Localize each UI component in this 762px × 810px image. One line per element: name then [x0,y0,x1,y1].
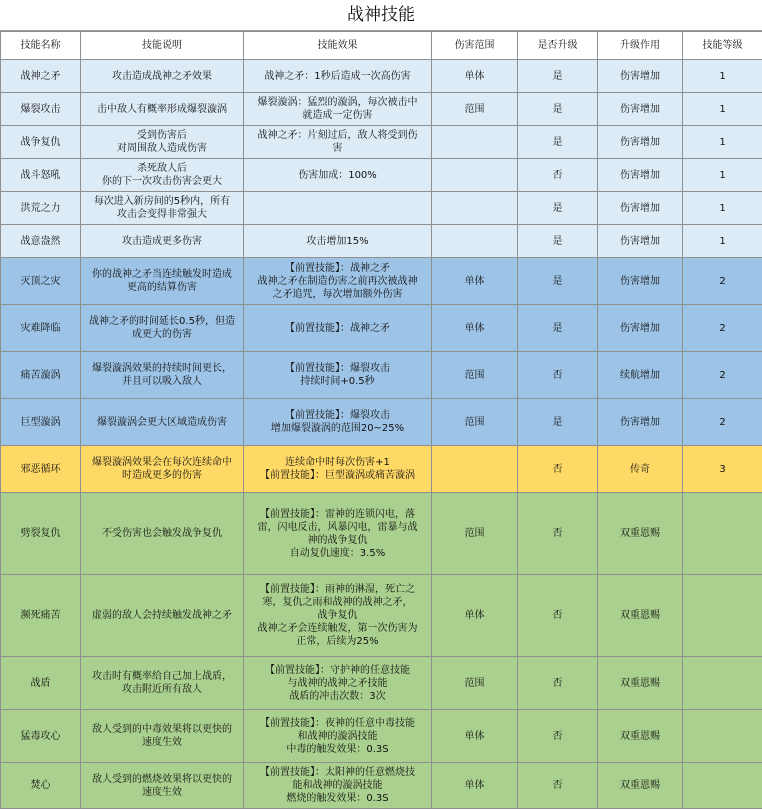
skill-name-cell: 灾难降临 [1,305,81,352]
skill-table [0,31,762,809]
damage-range-cell: 单体 [432,305,518,352]
skill-level-cell: 1 [683,93,762,126]
skill-level-cell: 2 [683,399,762,446]
skill-desc-cell: 爆裂漩涡效果的持续时间更长， 并且可以吸入敌人 [81,352,244,399]
skill-effect-cell: 【前置技能】：雷神的连锁闪电，落 雷，闪电反击，风暴闪电，雷暴与战 神的战争复仇 自动复仇速度：3.5% [244,493,432,575]
skill-effect-cell: 连续命中时每次伤害+1 【前置技能】：巨型漩涡或痛苦漩涡 [244,446,432,493]
skill-effect-cell: 【前置技能】：战神之矛 战神之矛在制造伤害之前再次被战神 之矛追咒，每次增加额外伤害 [244,258,432,305]
damage-range-cell [432,446,518,493]
upgrade-effect-cell: 续航增加 [598,352,683,399]
skill-effect-cell: 【前置技能】：雨神的淋湿，死亡之 寒，复仇之雨和战神的战神之矛， 战争复仇 战神之矛会连续触发，第一次伤害为 正常，后续为25% [244,575,432,657]
damage-range-cell [432,192,518,225]
damage-range-cell: 单体 [432,710,518,763]
table-row [1,399,762,446]
table-row [1,192,762,225]
skill-desc-cell: 每次进入新房间的5秒内，所有 攻击会变得非常强大 [81,192,244,225]
upgradable-cell: 是 [518,192,598,225]
upgrade-effect-cell: 伤害增加 [598,192,683,225]
table-row [1,575,762,657]
skill-effect-cell: 【前置技能】：守护神的任意技能 与战神的战神之矛技能 战盾的冲击次数：3次 [244,657,432,710]
skill-level-cell [683,763,762,809]
damage-range-cell [432,159,518,192]
header-skill-desc: 技能说明 [81,32,244,60]
skill-name-cell: 巨型漩涡 [1,399,81,446]
skill-level-cell [683,493,762,575]
damage-range-cell: 范围 [432,399,518,446]
upgrade-effect-cell: 伤害增加 [598,126,683,159]
skill-desc-cell: 爆裂漩涡会更大区域造成伤害 [81,399,244,446]
damage-range-cell: 单体 [432,60,518,93]
table-body [1,60,762,809]
skill-level-cell: 2 [683,258,762,305]
upgrade-effect-cell: 伤害增加 [598,60,683,93]
header-damage-range: 伤害范围 [432,32,518,60]
header-skill-level: 技能等级 [683,32,762,60]
skill-name-cell: 战争复仇 [1,126,81,159]
skill-effect-cell [244,192,432,225]
skill-desc-cell: 敌人受到的中毒效果将以更快的 速度生效 [81,710,244,763]
skill-desc-cell: 攻击造成更多伤害 [81,225,244,258]
table-row [1,93,762,126]
skill-effect-cell: 【前置技能】：爆裂攻击 持续时间+0.5秒 [244,352,432,399]
upgradable-cell: 否 [518,446,598,493]
upgradable-cell: 否 [518,159,598,192]
skill-desc-cell: 不受伤害也会触发战争复仇 [81,493,244,575]
skill-effect-cell: 【前置技能】：夜神的任意中毒技能 和战神的漩涡技能 中毒的触发效果：0.3S [244,710,432,763]
table-row [1,657,762,710]
skill-level-cell: 1 [683,192,762,225]
damage-range-cell: 单体 [432,258,518,305]
skill-name-cell: 洪荒之力 [1,192,81,225]
damage-range-cell [432,225,518,258]
upgradable-cell: 是 [518,60,598,93]
damage-range-cell: 单体 [432,763,518,809]
skill-name-cell: 劈裂复仇 [1,493,81,575]
skill-effect-cell: 攻击增加15% [244,225,432,258]
skill-name-cell: 战神之矛 [1,60,81,93]
skill-desc-cell: 杀死敌人后 你的下一次攻击伤害会更大 [81,159,244,192]
skill-level-cell [683,657,762,710]
skill-level-cell: 1 [683,60,762,93]
skill-desc-cell: 攻击时有概率给自己加上战盾， 攻击附近所有敌人 [81,657,244,710]
skill-effect-cell: 战神之矛：1秒后造成一次高伤害 [244,60,432,93]
skill-name-cell: 痛苦漩涡 [1,352,81,399]
skill-name-cell: 战盾 [1,657,81,710]
skill-desc-cell: 敌人受到的燃烧效果将以更快的 速度生效 [81,763,244,809]
table-row [1,710,762,763]
damage-range-cell: 范围 [432,657,518,710]
upgradable-cell: 否 [518,575,598,657]
skill-effect-cell: 【前置技能】：战神之矛 [244,305,432,352]
upgradable-cell: 是 [518,225,598,258]
skill-name-cell: 猛毒攻心 [1,710,81,763]
skill-level-cell: 1 [683,126,762,159]
skill-name-cell: 邪恶循环 [1,446,81,493]
header-upgradable: 是否升级 [518,32,598,60]
table-row [1,763,762,809]
table-row [1,225,762,258]
header-row [1,32,762,60]
upgrade-effect-cell: 伤害增加 [598,159,683,192]
upgradable-cell: 否 [518,710,598,763]
damage-range-cell: 范围 [432,93,518,126]
damage-range-cell: 范围 [432,493,518,575]
skill-effect-cell: 战神之矛：片刻过后，敌人将受到伤 害 [244,126,432,159]
upgradable-cell: 否 [518,493,598,575]
damage-range-cell: 范围 [432,352,518,399]
damage-range-cell: 单体 [432,575,518,657]
skill-effect-cell: 爆裂漩涡：猛烈的漩涡，每次被击中 就造成一定伤害 [244,93,432,126]
sheet-title: 战神技能 [0,0,762,31]
upgrade-effect-cell: 双重恩赐 [598,493,683,575]
skill-name-cell: 爆裂攻击 [1,93,81,126]
skill-name-cell: 战斗怒吼 [1,159,81,192]
upgrade-effect-cell: 伤害增加 [598,225,683,258]
header-skill-name: 技能名称 [1,32,81,60]
skill-name-cell: 战意盎然 [1,225,81,258]
table-row [1,352,762,399]
skill-level-cell [683,575,762,657]
table-row [1,446,762,493]
skill-level-cell: 1 [683,225,762,258]
header-skill-effect: 技能效果 [244,32,432,60]
upgradable-cell: 否 [518,763,598,809]
upgradable-cell: 否 [518,352,598,399]
skill-name-cell: 灭顶之灾 [1,258,81,305]
upgradable-cell: 是 [518,305,598,352]
header-upgrade-effect: 升级作用 [598,32,683,60]
table-row [1,493,762,575]
upgradable-cell: 是 [518,126,598,159]
skill-level-cell: 2 [683,305,762,352]
upgrade-effect-cell: 传奇 [598,446,683,493]
upgrade-effect-cell: 双重恩赐 [598,575,683,657]
skill-desc-cell: 受到伤害后 对周围敌人造成伤害 [81,126,244,159]
table-row [1,305,762,352]
skill-level-cell: 3 [683,446,762,493]
upgradable-cell: 是 [518,399,598,446]
skill-level-cell [683,710,762,763]
upgrade-effect-cell: 双重恩赐 [598,763,683,809]
skill-desc-cell: 击中敌人有概率形成爆裂漩涡 [81,93,244,126]
skill-desc-cell: 战神之矛的时间延长0.5秒，但造 成更大的伤害 [81,305,244,352]
table-row [1,126,762,159]
skill-desc-cell: 虚弱的敌人会持续触发战神之矛 [81,575,244,657]
upgrade-effect-cell: 伤害增加 [598,399,683,446]
skill-desc-cell: 攻击造成战神之矛效果 [81,60,244,93]
skill-level-cell: 1 [683,159,762,192]
upgrade-effect-cell: 双重恩赐 [598,710,683,763]
table-row [1,258,762,305]
skill-desc-cell: 爆裂漩涡效果会在每次连续命中 时造成更多的伤害 [81,446,244,493]
upgrade-effect-cell: 伤害增加 [598,305,683,352]
skill-name-cell: 焚心 [1,763,81,809]
skill-effect-cell: 伤害加成：100% [244,159,432,192]
damage-range-cell [432,126,518,159]
table-row [1,159,762,192]
table-row [1,60,762,93]
skill-effect-cell: 【前置技能】：太阳神的任意燃烧技 能和战神的漩涡技能 燃烧的触发效果：0.3S [244,763,432,809]
upgrade-effect-cell: 伤害增加 [598,258,683,305]
skill-name-cell: 濒死痛苦 [1,575,81,657]
upgrade-effect-cell: 双重恩赐 [598,657,683,710]
upgradable-cell: 否 [518,657,598,710]
skill-effect-cell: 【前置技能】：爆裂攻击 增加爆裂漩涡的范围20~25% [244,399,432,446]
upgradable-cell: 是 [518,258,598,305]
skill-desc-cell: 你的战神之矛当连续触发时造成 更高的结算伤害 [81,258,244,305]
skill-level-cell: 2 [683,352,762,399]
upgradable-cell: 是 [518,93,598,126]
upgrade-effect-cell: 伤害增加 [598,93,683,126]
